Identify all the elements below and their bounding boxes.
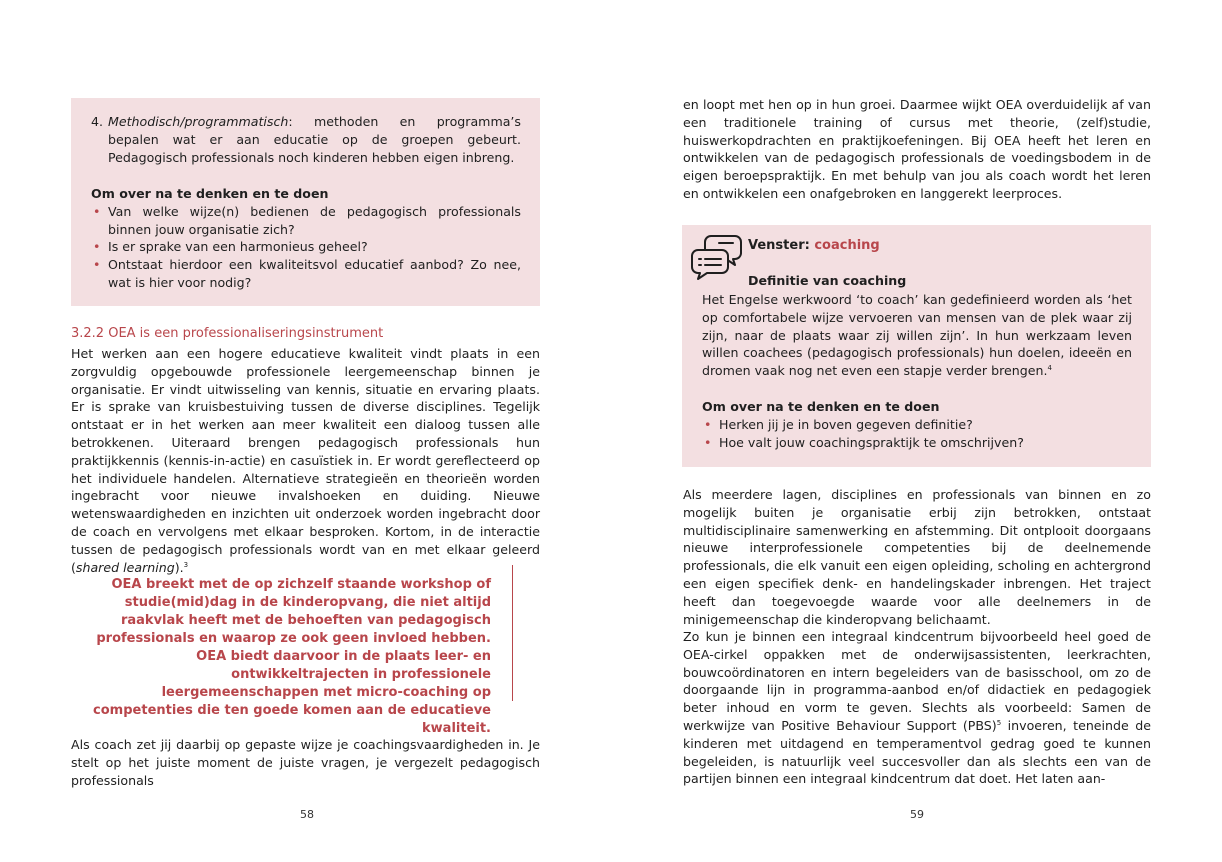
list-item: • Hoe valt jouw coachingspraktijk te omschrijven? xyxy=(704,434,1024,450)
body-paragraph: Als meerdere lagen, disciplines en professionals van binnen en zo mogelijk buiten je organisatie erbij zijn betrokken, ontstaat multidisciplinaire samenwerking en afstemming. Dit ontplooit doorgaans nieuwe interprofessionele competenties bij de deelnemende professionals, die elk vanuit een eigen opleiding, scholing en achtergrond een eigen specifiek denk- en handelingskader inbrengen. Het traject heeft dan toegevoegde waarde voor alle deelnemers in de minigemeenschap die kinderopvang belichaamt. xyxy=(683,487,1151,627)
italic-term: shared learning xyxy=(75,559,175,575)
numbered-item-4 xyxy=(91,113,521,166)
think-section xyxy=(91,185,521,292)
page-number: 59 xyxy=(910,808,924,821)
list-item: • Is er sprake van een harmonieus geheel? xyxy=(93,239,368,255)
bullet-dot-icon: • xyxy=(704,434,712,450)
bullet-dot-icon: • xyxy=(93,203,101,219)
item-number: 4. xyxy=(91,114,104,129)
item-term: Methodisch/programmatisch xyxy=(108,114,289,129)
think-heading: Om over na te denken en te doen xyxy=(91,186,329,201)
footnote-ref: 5 xyxy=(996,718,1002,727)
venster-topic: coaching xyxy=(814,238,880,253)
list-item: • Ontstaat hierdoor een kwaliteitsvol educatief aanbod? Zo nee, wat is hier voor nodig? xyxy=(93,257,521,290)
question-list xyxy=(91,203,521,292)
right-page xyxy=(611,0,1222,862)
footnote-ref: 3 xyxy=(183,560,189,569)
bullet-dot-icon: • xyxy=(93,257,101,273)
section-heading: 3.2.2 OEA is een professionaliseringsinstrument xyxy=(71,326,384,341)
venster-box xyxy=(682,225,1151,467)
question-list xyxy=(702,416,1132,452)
body-paragraph: Het werken aan een hogere educatieve kwaliteit vindt plaats in een zorgvuldig opgebouwde professionele leergemeenschap binnen je organisatie. Er vindt uitwisseling van kennis, situatie en ervaring plaats. Er is sprake van kruisbestuiving tussen de diverse disciplines. Tegelijk ontstaat er in het werken aan meer kwaliteit een dialoog tussen alle betrokkenen. Uiteraard brengen pedagogisch professionals hun praktijkkennis (kennis-in-actie) en casuïstiek in. Er wordt gereflecteerd op het individuele handelen. Alternatieve strategieën en theorieën worden ingebracht voor nieuwe invalshoeken en duiding. Nieuwe wetenswaardigheden en inzichten uit onderzoek worden ingebracht door de coach en vervolgens met elkaar besproken. Kortom, in de interactie tussen de pedagogisch professionals wordt van en met elkaar geleerd (shared learning).$^3$ xyxy=(71,346,540,575)
bullet-dot-icon: • xyxy=(93,239,101,255)
think-heading: Om over na te denken en te doen xyxy=(702,399,940,414)
methods-box xyxy=(71,98,540,306)
page-number: 58 xyxy=(300,808,314,821)
pull-quote: OEA breekt met de op zichzelf staande workshop of studie(mid)dag in de kinderopvang, die niet altijd raakvlak heeft met de behoeften van pedagogisch professionals en waarop ze ook geen invloed hebben. OEA biedt daarvoor in de plaats leer- en ontwikkeltrajecten in professionele leergemeenschappen met micro-coaching op competenties die ten goede komen aan de educatieve kwaliteit. xyxy=(93,577,491,736)
footnote-ref: 4 xyxy=(1047,364,1052,372)
bullet-dot-icon: • xyxy=(704,416,712,432)
chat-bubbles-icon xyxy=(689,233,743,281)
venster-subtitle: Definitie van coaching xyxy=(748,273,907,288)
body-paragraph: en loopt met hen op in hun groei. Daarmee wijkt OEA overduidelijk af van een traditionele training of cursus met theorie, (zelf)studie, huiswerkopdrachten en praktijkoefeningen. Bij OEA heeft het leren en ontwikkelen van de pedagogisch professionals de voedingsbodem in de eigen beroepspraktijk. En met behulp van jou als coach wordt het leren en ontwikkelen een onafgebroken en langgerekt leerproces. xyxy=(683,97,1151,201)
venster-title: Venster: coaching xyxy=(748,238,880,253)
list-item: • Van welke wijze(n) bedienen de pedagogisch professionals binnen jouw organisatie zich? xyxy=(93,203,521,237)
item-text: : methoden en programma’s bepalen wat er aan educatie op de groepen gebeurt. Pedagogisch professionals noch kinderen hebben eigen inbreng. xyxy=(108,114,521,165)
body-paragraph: Zo kun je binnen een integraal kindcentrum bijvoorbeeld heel goed de OEA-cirkel oppakken met de onderwijsassistenten, leerkrachten, bouwcoördinatoren en intern begeleiders van de basisschool, om zo de doorgaande lijn in programma-aanbod en/of didactiek en pedagogiek beter inhoud en vorm te geven. Slechts als voorbeeld: Samen de werkwijze van Positive Behaviour Support (PBS)$^5$ invoeren, teneinde de kinderen met uitdagend en temperamentvol gedrag goed te kunnen begeleiden, is natuurlijk veel succesvoller dan als slechts een van de partijen binnen een integraal kindcentrum dat doet. Het laten aan- xyxy=(683,629,1151,787)
quote-rule xyxy=(512,565,513,701)
definition-text: Het Engelse werkwoord ‘to coach’ kan gedefinieerd worden als ‘het op comfortabele wijze vervoeren van mensen van de plek waar zij zijn, naar de plaats waar zij willen zijn’. In hun werkzaam leven willen coachees (pedagogisch professionals) hun doelen, ideeën en dromen vaak nog net even een stapje verder brengen.$^4$ xyxy=(702,292,1132,379)
body-paragraph: Als coach zet jij daarbij op gepaste wijze je coachingsvaardigheden in. Je stelt op het juiste moment de juiste vragen, je vergezelt pedagogisch professionals xyxy=(71,737,540,788)
list-item: • Herken jij je in boven gegeven definitie? xyxy=(704,416,973,432)
think-section xyxy=(702,398,1132,451)
